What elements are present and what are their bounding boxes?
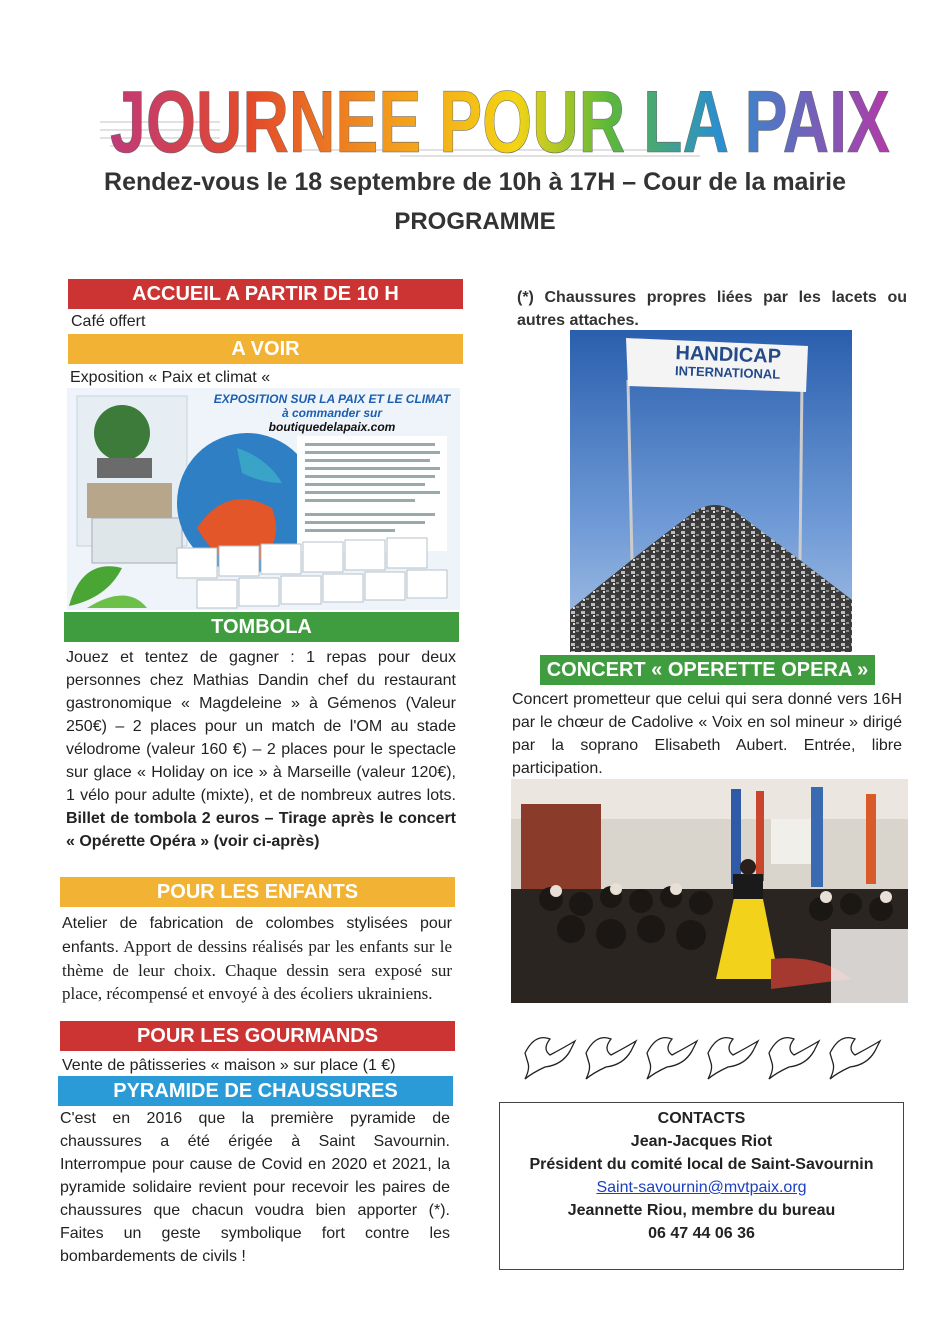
poster-subtitle: à commander sur xyxy=(281,406,383,420)
title-text: JOURNEE POUR LA PAIX xyxy=(110,72,890,165)
chaussures-note: (*) Chaussures propres liées par les lacets ou autres attaches. xyxy=(517,289,907,329)
banner-handicap: HANDICAP xyxy=(675,342,782,368)
contacts-phone: 06 47 44 06 36 xyxy=(648,1225,755,1242)
page-title xyxy=(100,70,900,165)
tombola-heading: TOMBOLA xyxy=(64,612,459,642)
enfants-text-part2: Apport de dessins réalisés par les enfants sur le thème de leur choix. Chaque dessin sera exposé sur place, récompensé et envoyé à des écoliers ukrainiens. xyxy=(62,937,452,1003)
dove-icon xyxy=(586,1038,636,1079)
enfants-text xyxy=(62,911,452,1005)
tombola-ticket: Billet de tombola 2 euros – Tirage après le concert « Opérette Opéra » (voir ci-après) xyxy=(66,810,456,850)
accueil-text: Café offert xyxy=(71,313,146,330)
tombola-text xyxy=(66,646,456,853)
doves-row xyxy=(520,1025,890,1083)
programme-heading: PROGRAMME xyxy=(394,208,556,235)
dove-icon xyxy=(769,1038,819,1079)
dove-icon xyxy=(647,1038,697,1079)
shoe-pyramid-photo xyxy=(570,330,852,652)
a-voir-heading: A VOIR xyxy=(68,334,463,364)
concert-heading: CONCERT « OPERETTE OPERA » xyxy=(540,655,875,685)
contacts-email-link[interactable]: Saint-savournin@mvtpaix.org xyxy=(596,1179,807,1196)
tombola-description: Jouez et tentez de gagner : 1 repas pour deux personnes chez Mathias Dandin chef du restaurant gastronomique « Magdeleine » à Gémenos (Valeur 250€) – 2 places pour un match de l'OM au stade vélodrome (valeur 160 €) – 2 places pour le spectacle sur glace « Holiday on ice » à Marseille (valeur 120€), 1 vélo pour adulte (mixte), et de nombreux autres lots. xyxy=(66,649,456,804)
pyramide-heading: PYRAMIDE DE CHAUSSURES xyxy=(58,1076,453,1106)
a-voir-text: Exposition « Paix et climat « xyxy=(70,369,271,386)
concert-graphic xyxy=(511,779,908,1003)
exposition-poster xyxy=(67,388,460,610)
poster-site: boutiquedelapaix.com xyxy=(268,420,396,434)
dove-icon xyxy=(525,1038,575,1079)
doves-graphic xyxy=(520,1025,890,1083)
pyramide-text: C'est en 2016 que la première pyramide de chaussures a été érigée à Saint Savournin. Interrompue pour cause de Covid en 2020 et 2021, la pyramide solidaire revient pour recevoir les paires de chaussures que chacun voudra bien apporter (*). Faites un geste symbolique fort contre les bombardements de civils ! xyxy=(60,1110,450,1265)
concert-text: Concert prometteur que celui qui sera donné vers 16H par le chœur de Cadolive « Voix en sol mineur » dirigé par la soprano Elisabeth Aubert. Entrée, libre participation. xyxy=(512,691,902,777)
accueil-heading: ACCUEIL A PARTIR DE 10 H xyxy=(68,279,463,309)
concert-photo xyxy=(511,779,908,1003)
poster-title: EXPOSITION SUR LA PAIX ET LE CLIMAT xyxy=(213,392,451,406)
enfants-text-part1: Atelier de fabrication de colombes stylisées pour enfants. xyxy=(62,915,452,956)
gourmands-text: Vente de pâtisseries « maison » sur place (1 €) xyxy=(62,1057,396,1074)
subtitle: Rendez-vous le 18 septembre de 10h à 17H – Cour de la mairie xyxy=(104,168,846,196)
banner-international: INTERNATIONAL xyxy=(674,363,781,382)
contacts-box xyxy=(499,1102,904,1270)
contacts-heading: CONTACTS xyxy=(657,1110,746,1127)
dove-icon xyxy=(708,1038,758,1079)
contacts-role: Président du comité local de Saint-Savournin xyxy=(529,1156,874,1173)
dove-icon xyxy=(830,1038,880,1079)
contacts-member: Jeannette Riou, membre du bureau xyxy=(567,1202,836,1219)
enfants-heading: POUR LES ENFANTS xyxy=(60,877,455,907)
rainbow-title-graphic xyxy=(100,70,900,165)
contacts-name: Jean-Jacques Riot xyxy=(630,1133,773,1150)
gourmands-heading: POUR LES GOURMANDS xyxy=(60,1021,455,1051)
